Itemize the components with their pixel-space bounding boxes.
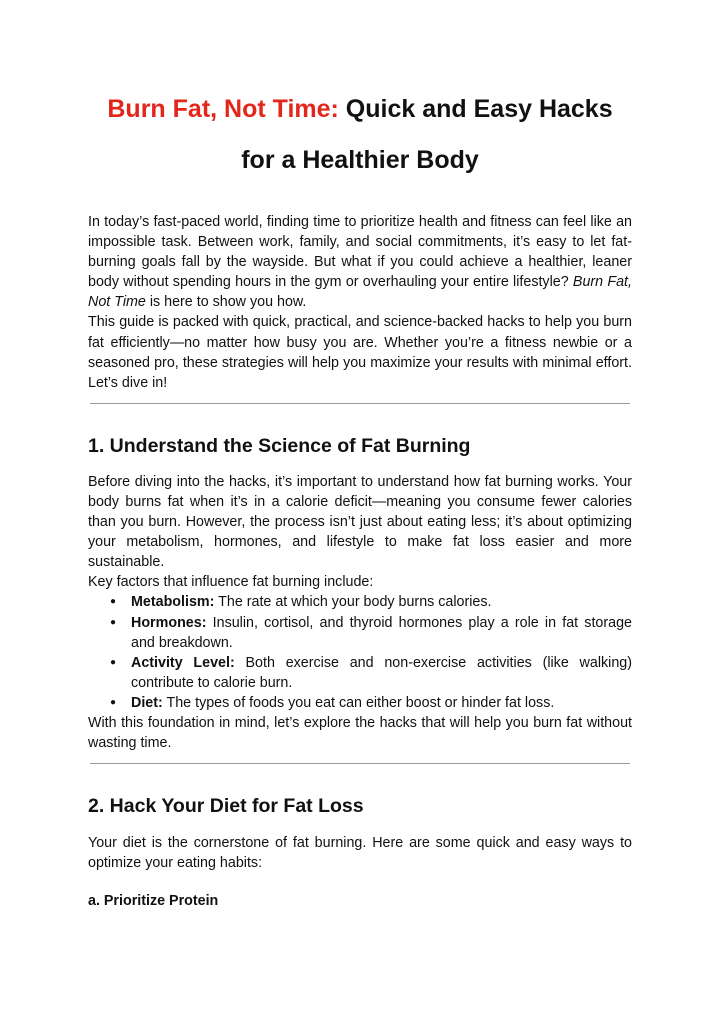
bullet-icon: ● bbox=[110, 616, 117, 628]
intro-italic: Burn Fat, Not Time bbox=[88, 274, 632, 311]
bullet-icon: ● bbox=[110, 656, 117, 668]
title-rest: Quick and Easy Hacks bbox=[338, 95, 613, 123]
bullet-icon: ● bbox=[110, 696, 117, 708]
intro-paragraph-2: This guide is packed with quick, practical, and science-backed hacks to help you burn fat efficiently—no matter how busy you are. Whether you’re a fitness newbie or a seasoned pro, these strategies will help you maximize your results with minimal effort. Let’s dive in! bbox=[88, 314, 632, 391]
factors-list bbox=[88, 592, 632, 713]
factor-term: Metabolism: bbox=[131, 594, 215, 611]
factor-text: The rate at which your body burns calories. bbox=[214, 594, 492, 611]
section-1-paragraph-1: Before diving into the hacks, it’s important to understand how fat burning works. Your body burns fat when it’s in a calorie deficit—meaning you consume fewer calories than you burn. However, the process isn’t just about eating less; it’s about optimizing your metabolism, hormones, and lifestyle to make fat loss easier and more sustainable. bbox=[88, 473, 632, 571]
list-item bbox=[110, 592, 632, 612]
page-title bbox=[88, 0, 632, 186]
factor-text: The types of foods you eat can either boost or hinder fat loss. bbox=[162, 694, 555, 711]
factor-text: Both exercise and non-exercise activities (like walking) contribute to calorie burn. bbox=[131, 654, 633, 691]
section-1-heading: 1. Understand the Science of Fat Burning bbox=[88, 434, 471, 457]
divider bbox=[90, 763, 630, 764]
section-2-subheading: a. Prioritize Protein bbox=[88, 893, 219, 910]
intro-text-a: In today’s fast-paced world, finding time to prioritize health and fitness can feel like an impossible task. Between work, family, and social commitments, it’s easy to let fat-burning goals fall by the wayside. But what if you could achieve a healthier, leaner body without spending hours in the gym or overhauling your entire lifestyle? bbox=[88, 214, 632, 291]
bullet-icon: ● bbox=[110, 596, 117, 608]
list-item bbox=[110, 613, 632, 653]
intro-text-b: is here to show you how. bbox=[145, 294, 307, 311]
factor-term: Activity Level: bbox=[131, 654, 235, 671]
list-item bbox=[110, 693, 632, 713]
title-line2: for a Healthier Body bbox=[241, 146, 479, 174]
section-2-paragraph-1: Your diet is the cornerstone of fat burning. Here are some quick and easy ways to optimize your eating habits: bbox=[88, 835, 632, 872]
factor-term: Diet: bbox=[131, 694, 163, 711]
factor-term: Hormones: bbox=[131, 614, 207, 631]
title-accent: Burn Fat, Not Time: bbox=[107, 95, 339, 123]
intro-paragraph-1 bbox=[88, 212, 632, 312]
section-1-paragraph-3: With this foundation in mind, let’s explore the hacks that will help you burn fat without wasting time. bbox=[88, 714, 632, 752]
section-2-heading: 2. Hack Your Diet for Fat Loss bbox=[88, 795, 364, 818]
factor-text: Insulin, cortisol, and thyroid hormones play a role in fat storage and breakdown. bbox=[131, 614, 632, 651]
list-item bbox=[110, 653, 633, 693]
divider bbox=[90, 403, 630, 404]
section-1-paragraph-2: Key factors that influence fat burning include: bbox=[88, 574, 374, 591]
